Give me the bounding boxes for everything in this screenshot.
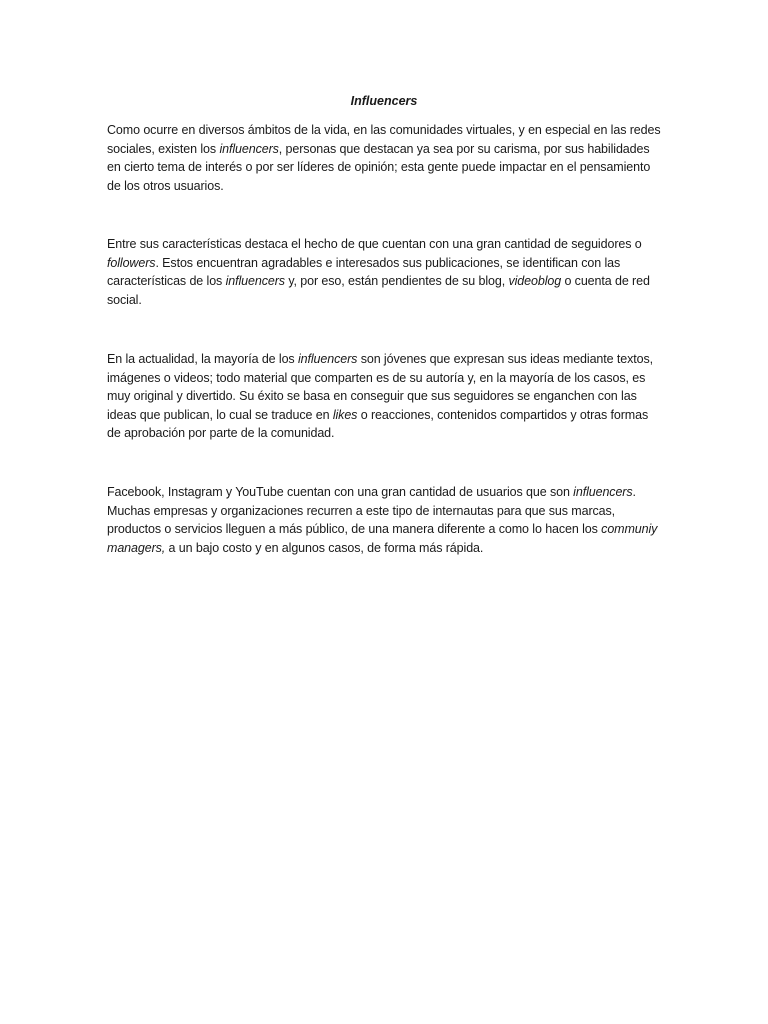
emphasized-term: communiy managers,: [107, 522, 658, 555]
paragraph-2: Entre sus características destaca el hecho de que cuentan con una gran cantidad de seguidores o followers. Estos encuentran agradables e interesados sus publicaciones, se identifican con las características de los influencers y, por eso, están pendientes de su blog, videoblog o cuenta de red social.: [107, 237, 650, 307]
paragraph-1: Como ocurre en diversos ámbitos de la vida, en las comunidades virtuales, y en especial en las redes sociales, existen los influencers, personas que destacan ya sea por su carisma, por sus habilidades en cierto tema de interés o por ser líderes de opinión; esta gente puede impactar en el pensamiento de los otros usuarios.: [107, 123, 661, 193]
paragraph-4: Facebook, Instagram y YouTube cuentan con una gran cantidad de usuarios que son influencers. Muchas empresas y organizaciones recurren a este tipo de internautas para que sus marcas, productos o servicios lleguen a más público, de una manera diferente a como lo hacen los communiy managers, a un bajo costo y en algunos casos, de forma más rápida.: [107, 485, 658, 555]
emphasized-term: likes: [332, 407, 358, 422]
emphasized-term: videoblog: [508, 274, 562, 289]
emphasized-term: influencers: [219, 141, 279, 156]
emphasized-term: influencers: [225, 274, 285, 289]
emphasized-term: influencers: [297, 352, 358, 366]
emphasized-term: followers: [107, 255, 156, 270]
document-title: Influencers: [350, 94, 418, 108]
emphasized-term: influencers: [573, 485, 633, 499]
paragraph-3: En la actualidad, la mayoría de los influencers son jóvenes que expresan sus ideas mediante textos, imágenes o videos; todo material que comparten es de su autoría y, en la mayoría de los casos, es muy original y divertido. Su éxito se basa en conseguir que sus seguidores se enganchen con las ideas que publican, lo cual se traduce en likes o reacciones, contenidos compartidos y otras formas de aprobación por parte de la comunidad.: [107, 352, 654, 441]
